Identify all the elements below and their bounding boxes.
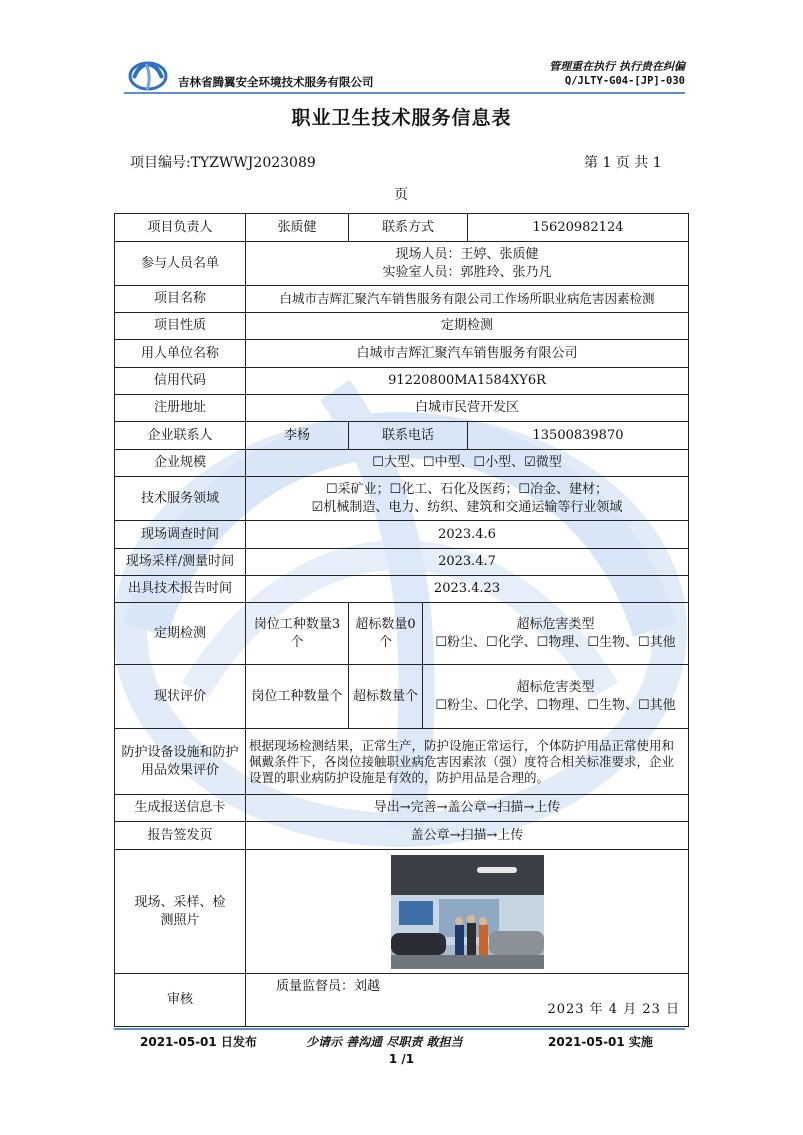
table-row — [115, 214, 689, 242]
table-row — [115, 603, 689, 665]
members-field: 现场人员：王婷、张质健 — [395, 246, 539, 262]
review-cell — [246, 974, 689, 1027]
value-cell: 白城市民营开发区 — [246, 395, 689, 422]
value-cell: 白城市吉辉汇聚汽车销售服务有限公司工作场所职业病危害因素检测 — [246, 286, 689, 313]
value-cell: 超标数量个 — [349, 665, 423, 729]
label-cell: 现场采样/测量时间 — [115, 549, 246, 576]
value-cell: 岗位工种数量个 — [246, 665, 349, 729]
table-row — [115, 974, 689, 1027]
label-cell: 联系电话 — [349, 422, 468, 450]
label-cell: 生成报送信息卡 — [115, 795, 246, 822]
value-cell — [246, 477, 689, 521]
value-cell: 张质健 — [246, 214, 349, 242]
value-cell: 15620982124 — [468, 214, 689, 242]
photo-cell — [246, 850, 689, 974]
label-cell: 技术服务领域 — [115, 477, 246, 521]
table-row — [115, 340, 689, 368]
table-row — [115, 850, 689, 974]
effective-date: 2021-05-01 实施 — [548, 1035, 653, 1049]
document-code: Q/JLTY-G04-[JP]-030 — [564, 75, 685, 87]
label-cell: 注册地址 — [115, 395, 246, 422]
site-photo-image — [391, 855, 544, 969]
table-row — [115, 521, 689, 549]
table-row — [115, 729, 689, 795]
value-cell: 根据现场检测结果，正常生产，防护设施正常运行，个体防护用品正常使用和佩戴条件下，各岗位接触职业病危害因素浓（强）度符合相关标准要求，企业设置的职业病防护设施是有效的，防护用品是合理的。 — [246, 729, 689, 795]
table-row — [115, 313, 689, 340]
table-row — [115, 242, 689, 286]
value-cell: 岗位工种数量3个 — [246, 603, 349, 665]
label-cell: 出具技术报告时间 — [115, 576, 246, 603]
header-slogan: 管理重在执行 执行贵在纠偏 — [549, 60, 685, 73]
table-row — [115, 450, 689, 477]
label-cell: 用人单位名称 — [115, 340, 246, 368]
value-cell — [246, 242, 689, 286]
label-cell: 现状评价 — [115, 665, 246, 729]
page-info-wrap: 页 — [394, 187, 408, 203]
label-cell: 项目性质 — [115, 313, 246, 340]
table-row — [115, 549, 689, 576]
value-cell: 13500839870 — [468, 422, 689, 450]
label-cell: 参与人员名单 — [115, 242, 246, 286]
footer-divider — [114, 1028, 685, 1030]
value-cell — [423, 603, 689, 665]
supervisor: 质量监督员：刘越 — [276, 979, 381, 994]
value-cell: 李杨 — [246, 422, 349, 450]
value-cell: 白城市吉辉汇聚汽车销售服务有限公司 — [246, 340, 689, 368]
table-row — [115, 422, 689, 450]
table-row — [115, 286, 689, 313]
info-table — [114, 213, 689, 1027]
table-row — [115, 665, 689, 729]
label-cell: 信用代码 — [115, 368, 246, 395]
table-row — [115, 576, 689, 603]
field-line-1: ☐采矿业；☐化工、石化及医药；☐冶金、建材； — [326, 481, 608, 497]
label-cell: 企业规模 — [115, 450, 246, 477]
value-cell: 导出→完善→盖公章→扫描→上传 — [246, 795, 689, 822]
exceed-types-title: 超标危害类型 — [516, 679, 595, 695]
value-cell: 2023.4.7 — [246, 549, 689, 576]
field-line-2: ☑机械制造、电力、纺织、建筑和交通运输等行业领域 — [311, 499, 623, 515]
label-cell: 企业联系人 — [115, 422, 246, 450]
value-cell: 2023.4.6 — [246, 521, 689, 549]
page-info: 第 1 页 共 1 — [584, 155, 662, 171]
page-number: 1 /1 — [388, 1052, 415, 1066]
exceed-types: ☐粉尘、☐化学、☐物理、☐生物、☐其他 — [435, 697, 676, 713]
table-row — [115, 822, 689, 850]
members-lab: 实验室人员：郭胜玲、张乃凡 — [382, 264, 552, 280]
value-cell: 2023.4.23 — [246, 576, 689, 603]
label-cell: 项目名称 — [115, 286, 246, 313]
value-cell: 91220800MA1584XY6R — [246, 368, 689, 395]
value-cell — [423, 665, 689, 729]
label-cell: 现场调查时间 — [115, 521, 246, 549]
label-cell: 防护设备设施和防护用品效果评价 — [115, 729, 246, 795]
review-date: 2023 年 4 月 23 日 — [547, 1002, 681, 1017]
table-row — [115, 395, 689, 422]
company-logo-icon — [128, 56, 168, 92]
exceed-types-title: 超标危害类型 — [516, 616, 595, 632]
table-row — [115, 477, 689, 521]
label-cell: 定期检测 — [115, 603, 246, 665]
project-number: 项目编号:TYZWWJ2023089 — [130, 155, 316, 171]
site-photo — [391, 855, 544, 969]
footer-motto: 少请示 善沟通 尽职责 敢担当 — [306, 1035, 463, 1049]
header-divider — [124, 92, 685, 94]
label-cell: 现场、采样、检测照片 — [115, 850, 246, 974]
table-row — [115, 368, 689, 395]
value-cell: ☐大型、☐中型、☐小型、☑微型 — [246, 450, 689, 477]
exceed-types: ☐粉尘、☐化学、☐物理、☐生物、☐其他 — [435, 634, 676, 650]
publish-date: 2021-05-01 日发布 — [140, 1035, 257, 1049]
label-cell: 审核 — [115, 974, 246, 1027]
value-cell: 定期检测 — [246, 313, 689, 340]
value-cell: 盖公章→扫描→上传 — [246, 822, 689, 850]
table-row — [115, 795, 689, 822]
page-title: 职业卫生技术服务信息表 — [291, 107, 512, 129]
company-name: 吉林省腾翼安全环境技术服务有限公司 — [178, 75, 374, 89]
label-cell: 项目负责人 — [115, 214, 246, 242]
value-cell: 超标数量0个 — [349, 603, 423, 665]
label-cell: 联系方式 — [349, 214, 468, 242]
label-cell: 报告签发页 — [115, 822, 246, 850]
